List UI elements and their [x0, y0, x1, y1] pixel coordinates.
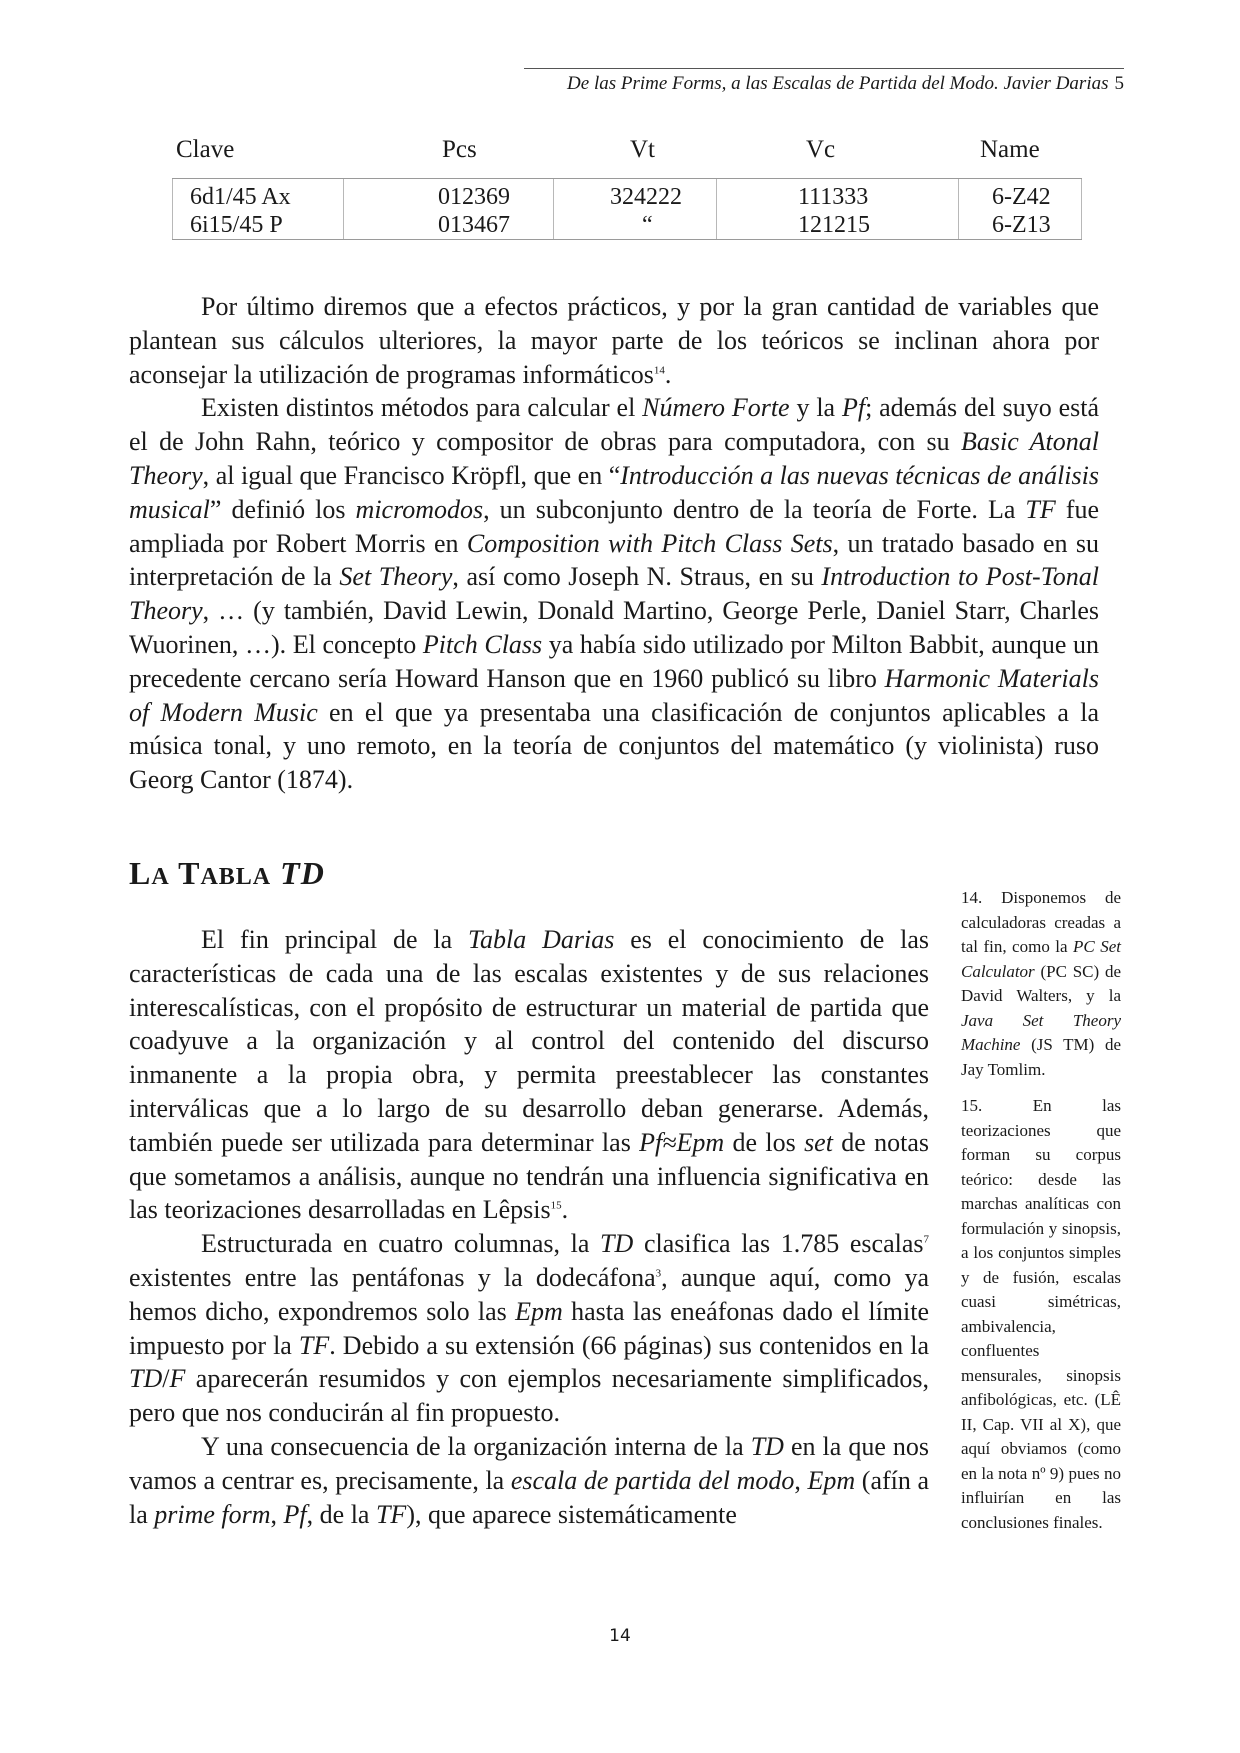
cell-vt: “ — [642, 212, 653, 238]
footnote-ref: 14 — [653, 363, 665, 376]
cell-pcs: 013467 — [438, 212, 510, 238]
paragraph: Por último diremos que a efectos prácticos, y por la gran cantidad de variables que plantean sus cálculos ulteriores, la mayor parte de los teóricos se inclinan ahora por aconsejar la utilización de programas informáticos$^{14}$. — [129, 292, 1099, 389]
col-header-vt: Vt — [630, 136, 655, 163]
col-header-vc: Vc — [806, 136, 836, 163]
cell-vc: 121215 — [798, 212, 870, 238]
column-divider — [716, 179, 717, 239]
intro-text — [129, 290, 1099, 797]
paragraph: Existen distintos métodos para calcular el Número Forte y la Pf; además del suyo está el de John Rahn, teórico y compositor de obras para computadora, con su Basic Atonal Theory, al igual que Francisco Kröpfl, que en “Introducción a las nuevas técnicas de análisis musical” definió los micromodos, un subconjunto dentro de la teoría de Forte. La TF fue ampliada por Robert Morris en Composition with Pitch Class Sets, un tratado basado en su interpretación de la Set Theory, así como Joseph N. Straus, en su Introduction to Post-Tonal Theory, … (y también, David Lewin, Donald Martino, George Perle, Daniel Starr, Charles Wuorinen, …). El concepto Pitch Class ya había sido utilizado por Milton Babbit, aunque un precedente cercano sería Howard Hanson que en 1960 publicó su libro Harmonic Materials of Modern Music en el que ya presentaba una clasificación de conjuntos aplicables a la música tonal, y uno remoto, en la teoría de conjuntos del matemático (y violinista) ruso Georg Cantor (1874). — [129, 393, 1100, 795]
running-title: De las Prime Forms, a las Escalas de Partida del Modo. Javier Darias — [567, 73, 1109, 94]
col-header-clave: Clave — [176, 136, 235, 163]
sidenote-15: 15. En las teorizaciones que forman su corpus teórico: desde las marchas analíticas con formulación y sinopsis, a los conjuntos simples y de fusión, escalas cuasi simétricas, ambivalencia, confluentes mensurales, sinopsis anfibológicas, etc. (LÊ II, Cap. VII al X), que aquí obviamos (como en la nota nº 9) pues no influirían en las conclusiones finales. — [961, 1096, 1121, 1532]
cell-clave: 6i15/45 P — [190, 212, 283, 238]
section-title: LA TABLA TD — [129, 855, 325, 891]
cell-vc: 111333 — [798, 184, 869, 210]
page-number: 14 — [609, 1626, 631, 1646]
cell-vt: 324222 — [610, 184, 682, 210]
header-page-ref: 5 — [1114, 73, 1124, 94]
col-header-name: Name — [980, 136, 1040, 163]
set-table-body — [172, 178, 1082, 240]
paragraph: El fin principal de la Tabla Darias es el conocimiento de las características de cada una de las escalas existentes y de sus relaciones interescalísticas, con el propósito de estructurar un material de partida que coadyuve a la organización y al control del contenido del discurso inmanente a la propia obra, y permita preestablecer las constantes interválicas que a lo largo de su desarrollo deban generarse. Además, también puede ser utilizada para determinar las Pf≈Epm de los set de notas que sometamos a análisis, aunque no tendrán una influencia significativa en las teorizaciones desarrolladas en Lêpsis$^{15}$. — [129, 925, 930, 1225]
column-divider — [553, 179, 554, 239]
cell-pcs: 012369 — [438, 184, 510, 210]
column-divider — [172, 179, 173, 239]
footnote-ref: 7 — [923, 1233, 930, 1246]
main-column — [129, 923, 929, 1531]
footnote-ref: 15 — [550, 1199, 562, 1212]
footnote-ref: 3 — [655, 1267, 662, 1280]
running-header — [524, 68, 1124, 95]
side-notes — [961, 886, 1121, 1547]
cell-name: 6-Z42 — [992, 184, 1051, 210]
paragraph: Y una consecuencia de la organización interna de la TD en la que nos vamos a centrar es, precisamente, la escala de partida del modo, Epm (afín a la prime form, Pf, de la TF), que aparece sistemáticamente — [129, 1431, 930, 1529]
set-table-header — [168, 130, 1086, 170]
cell-name: 6-Z13 — [992, 212, 1051, 238]
sidenote-14: 14. Disponemos de calculadoras creadas a tal fin, como la PC Set Calculator (PC SC) de David Walters, y la Java Set Theory Machine (JS TM) de Jay Tomlim. — [961, 888, 1121, 1079]
column-divider — [958, 179, 959, 239]
cell-clave: 6d1/45 Ax — [190, 184, 291, 210]
set-table — [168, 130, 1086, 238]
column-divider — [1081, 179, 1082, 239]
column-divider — [343, 179, 344, 239]
col-header-pcs: Pcs — [442, 136, 477, 163]
paragraph: Estructurada en cuatro columnas, la TD clasifica las 1.785 escalas$^7$ existentes entre las pentáfonas y la dodecáfona$^3$, aunque aquí, como ya hemos dicho, expondremos solo las Epm hasta las eneáfonas dado el límite impuesto por la TF. Debido a su extensión (66 páginas) sus contenidos en la TD/F aparecerán resumidos y con ejemplos necesariamente simplificados, pero que nos conducirán al fin propuesto. — [129, 1229, 930, 1428]
